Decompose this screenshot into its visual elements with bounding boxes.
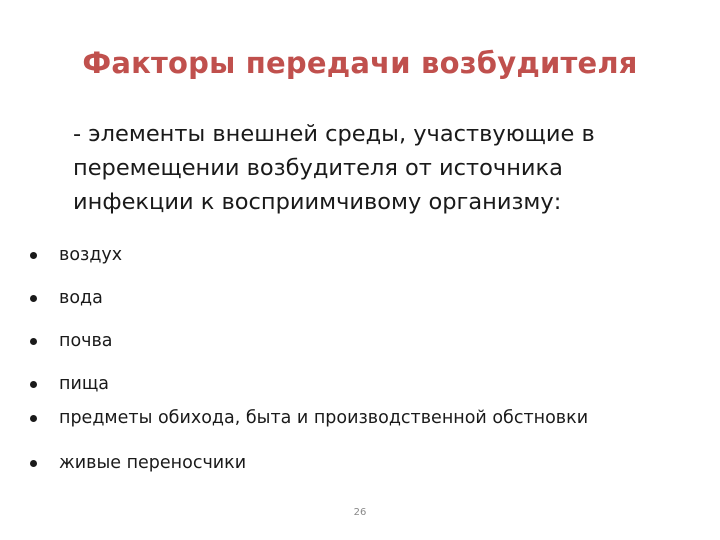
bullet-icon (30, 415, 37, 422)
list-item (30, 331, 113, 351)
bullet-icon (30, 338, 37, 345)
definition-line: - элементы внешней среды, участвующие в (73, 121, 595, 147)
bullet-icon (30, 460, 37, 467)
list-item (30, 408, 588, 428)
list-item-label: пища (59, 374, 110, 394)
bullet-icon (30, 381, 37, 388)
list-item-label: воздух (59, 245, 123, 265)
definition-line: перемещении возбудителя от источника (73, 155, 563, 181)
bullet-icon (30, 252, 37, 259)
list-item-label: почва (59, 331, 113, 351)
list-item (30, 245, 122, 265)
definition-line: инфекции к восприимчивому организму: (73, 189, 562, 215)
list-item-label: предметы обихода, быта и производственной обстновки (59, 408, 589, 428)
list-item (30, 453, 246, 473)
page-number: 26 (353, 507, 367, 518)
list-item-label: вода (59, 288, 103, 308)
list-item (30, 288, 103, 308)
list-item-label: живые переносчики (59, 453, 247, 473)
slide-title: Факторы передачи возбудителя (82, 46, 638, 80)
bullet-icon (30, 295, 37, 302)
list-item (30, 374, 109, 394)
